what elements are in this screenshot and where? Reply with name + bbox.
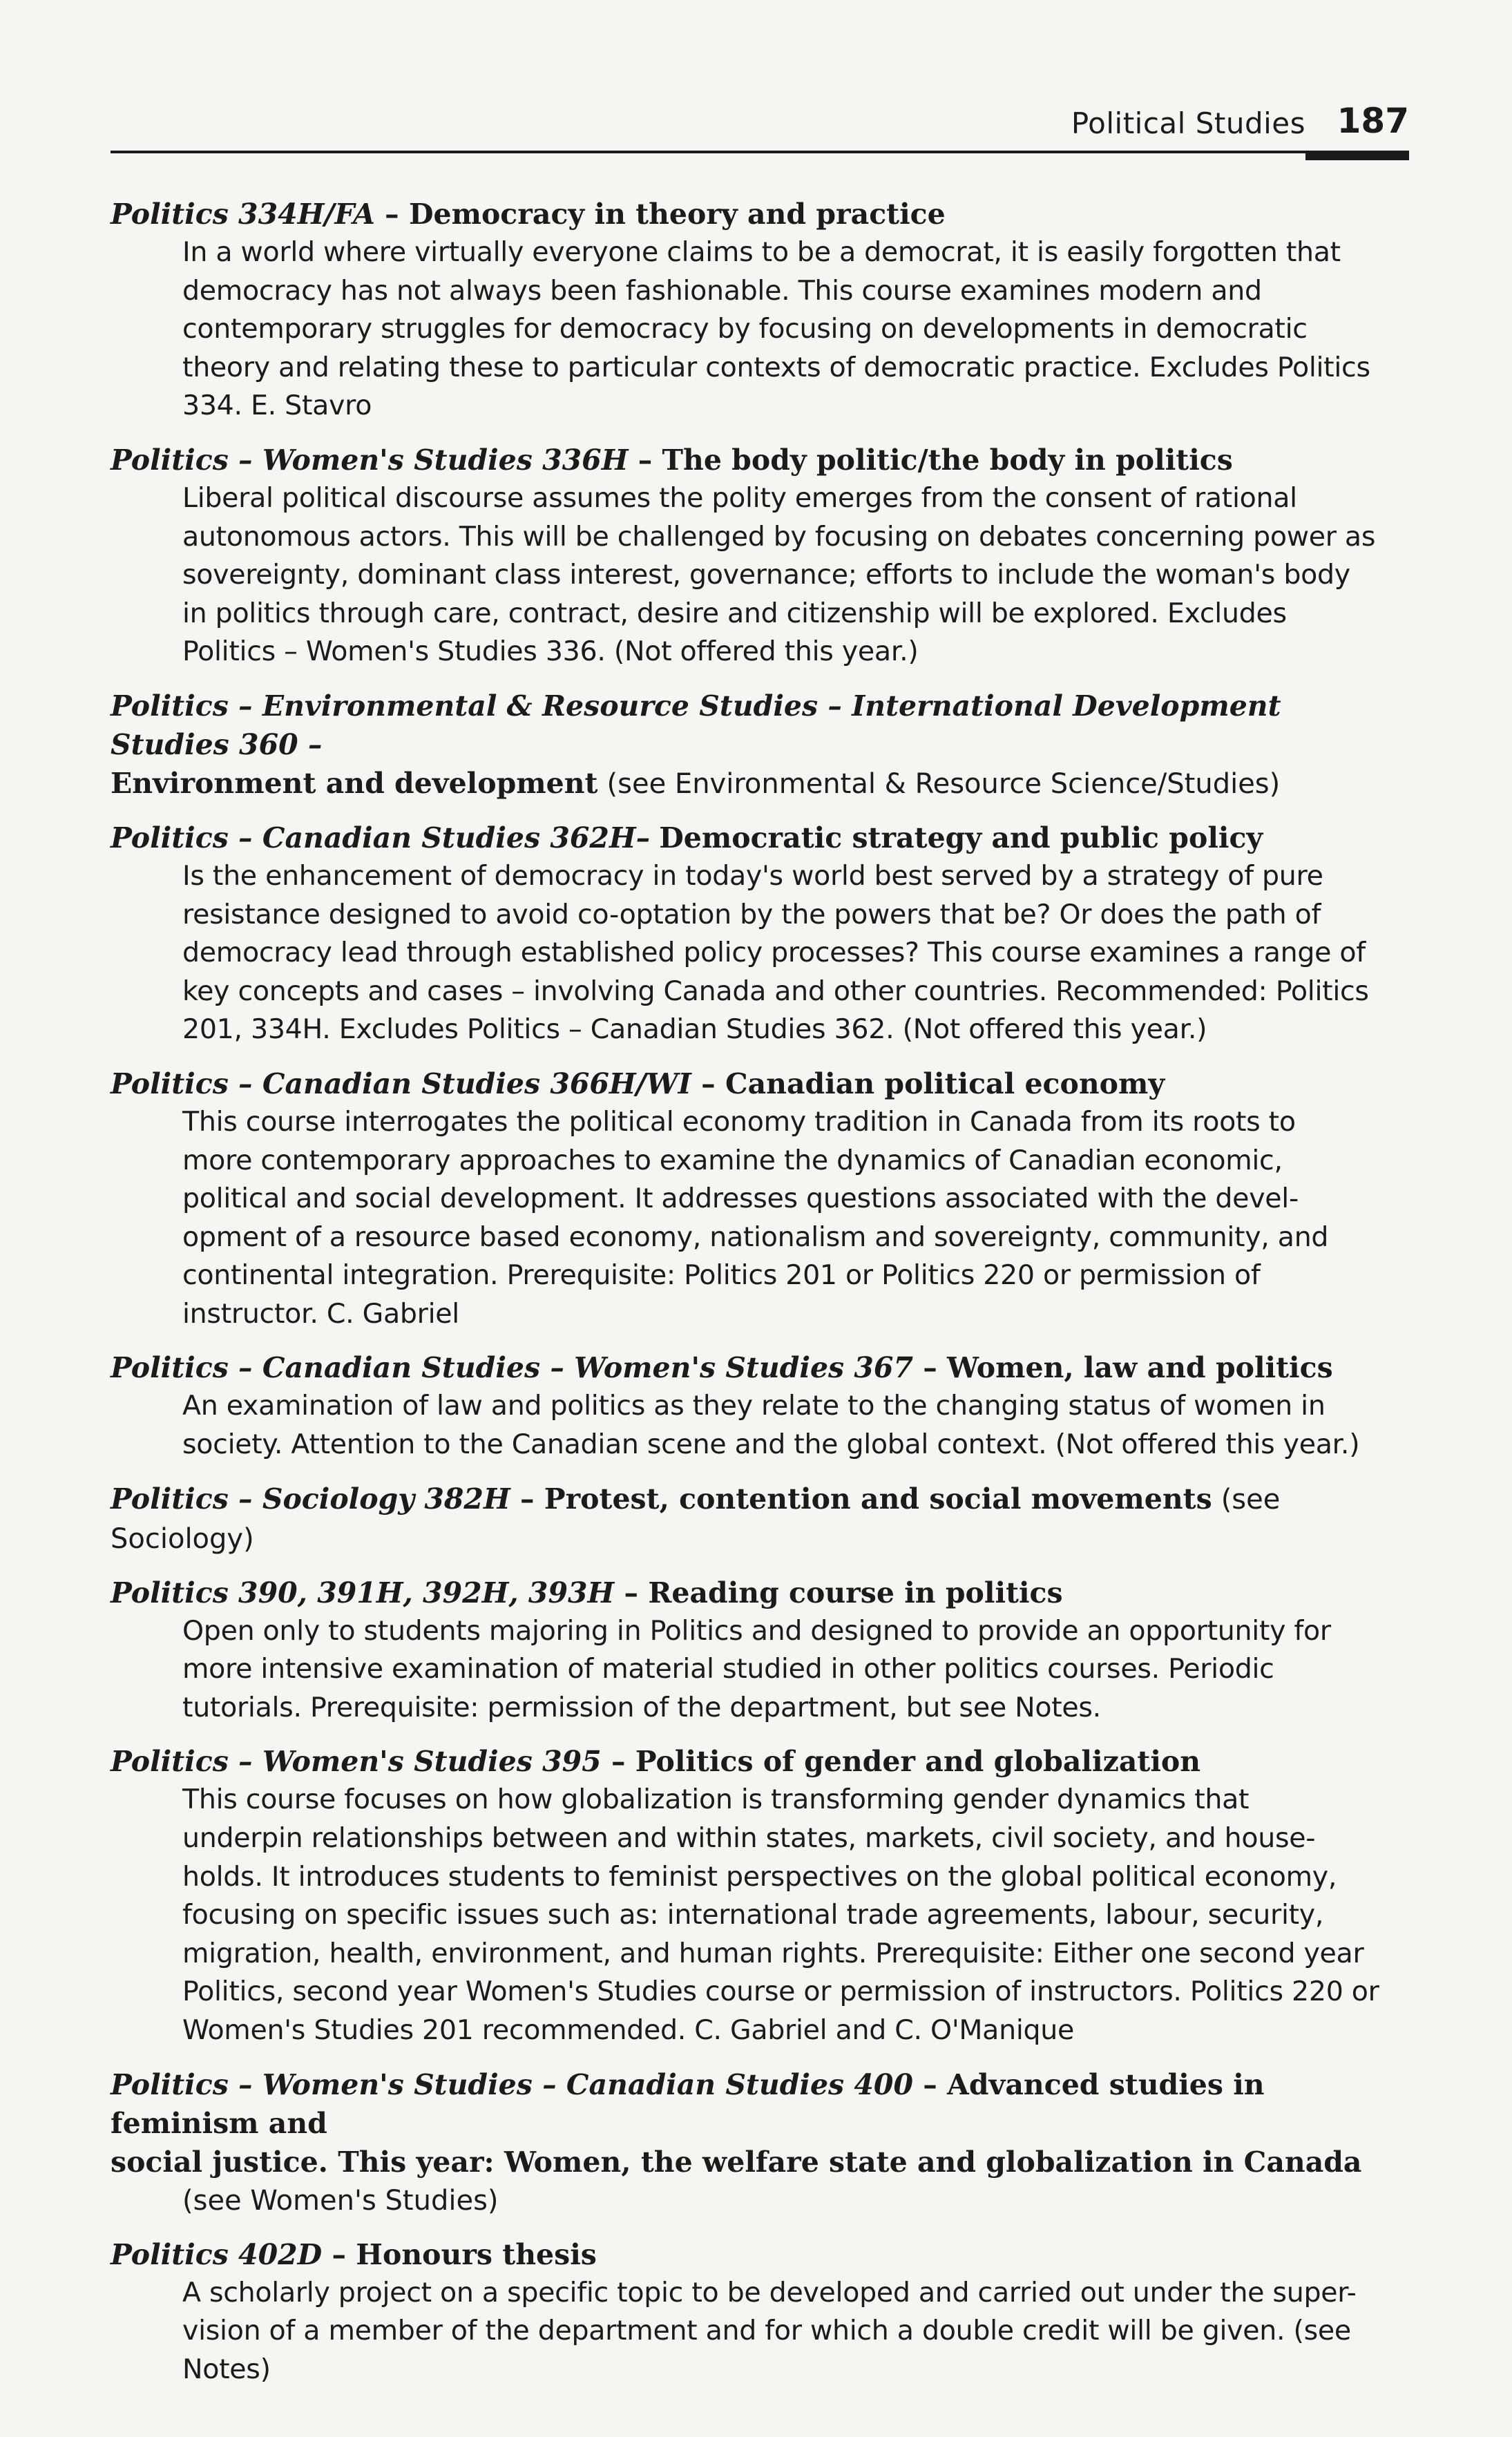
- header-rule-accent: [1305, 151, 1409, 160]
- description-line: contemporary struggles for democracy by focusing on developments in democratic: [182, 313, 1308, 345]
- course-list: [111, 195, 1409, 2404]
- course-code: Politics – Canadian Studies 362H–: [111, 821, 651, 854]
- description-line: A scholarly project on a specific topic to be developed and carried out under the super-: [182, 2276, 1357, 2309]
- description-line: Notes): [182, 2353, 271, 2385]
- course-code: Politics – Sociology 382H: [111, 1482, 510, 1516]
- course-code: Politics – Canadian Studies 366H/WI: [111, 1067, 691, 1100]
- description-line: political and social development. It addresses questions associated with the devel-: [182, 1183, 1299, 1215]
- description-line: holds. It introduces students to feminist perspectives on the global political economy,: [182, 1860, 1337, 1893]
- course-description: [111, 1612, 1409, 1728]
- description-line: Politics – Women's Studies 336. (Not offered this year.): [182, 635, 919, 668]
- course-description: [111, 2274, 1409, 2389]
- description-line: society. Attention to the Canadian scene and the global context. (Not offered this year.): [182, 1428, 1360, 1461]
- description-line: Politics, second year Women's Studies course or permission of instructors. Politics 220 or: [182, 1976, 1379, 2008]
- course-entry: [111, 195, 1409, 426]
- course-code: Politics 402D: [111, 2237, 323, 2271]
- description-line: 334. E. Stavro: [182, 390, 372, 422]
- course-heading: Politics – Women's Studies 395 – Politics of gender and globalization: [111, 1745, 1201, 1779]
- course-title: Reading course in politics: [648, 1576, 1063, 1609]
- description-line: focusing on specific issues such as: international trade agreements, labour, security,: [182, 1899, 1324, 1931]
- course-heading: Politics – Sociology 382H – Protest, contention and social movements (see Sociology): [111, 1482, 1281, 1555]
- course-title: The body politic/the body in politics: [662, 443, 1233, 477]
- description-line: In a world where virtually everyone claims to be a democrat, it is easily forgotten that: [182, 236, 1341, 268]
- description-line: vision of a member of the department and for which a double credit will be given. (see: [182, 2315, 1351, 2347]
- cross-reference: (see Sociology): [111, 1483, 1281, 1555]
- course-title: Democratic strategy and public policy: [659, 821, 1263, 854]
- course-code: Politics – Environmental & Resource Studies – International Development Studies 360 –: [111, 689, 1281, 761]
- course-entry: [111, 1574, 1409, 1728]
- course-heading: Politics 334H/FA – Democracy in theory and practice: [111, 198, 946, 231]
- course-entry: [111, 1064, 1409, 1334]
- course-heading: [111, 819, 1409, 857]
- course-description: [111, 233, 1409, 426]
- course-heading: Politics 402D – Honours thesis: [111, 2237, 597, 2271]
- description-line: democracy has not always been fashionable. This course examines modern and: [182, 274, 1262, 307]
- description-line: underpin relationships between and within states, markets, civil society, and house-: [182, 1822, 1316, 1855]
- description-line: more contemporary approaches to examine the dynamics of Canadian economic,: [182, 1144, 1283, 1176]
- description-line: autonomous actors. This will be challenged by focusing on debates concerning power as: [182, 520, 1376, 553]
- description-line: continental integration. Prerequisite: Politics 201 or Politics 220 or permission of: [182, 1259, 1261, 1292]
- course-title: Democracy in theory and practice: [408, 198, 946, 231]
- course-entry: [111, 1348, 1409, 1464]
- description-line: An examination of law and politics as they relate to the changing status of women in: [182, 1390, 1326, 1422]
- page-header: [111, 101, 1409, 149]
- description-line: more intensive examination of material studied in other politics courses. Periodic: [182, 1653, 1274, 1685]
- course-title: Protest, contention and social movements: [544, 1482, 1212, 1516]
- course-code: Politics – Women's Studies 395: [111, 1745, 602, 1779]
- course-code: Politics – Canadian Studies – Women's Studies 367: [111, 1351, 913, 1385]
- description-line: sovereignty, dominant class interest, governance; efforts to include the woman's body: [182, 559, 1350, 591]
- description-line: This course interrogates the political economy tradition in Canada from its roots to: [182, 1105, 1296, 1138]
- course-entry: [111, 819, 1409, 1049]
- description-line: migration, health, environment, and human rights. Prerequisite: Either one second year: [182, 1937, 1364, 1969]
- course-title: Environment and development: [111, 766, 598, 800]
- cross-reference: (see Environmental & Resource Science/Studies): [606, 767, 1281, 800]
- course-title: Women, law and politics: [947, 1351, 1333, 1385]
- course-code: Politics 334H/FA: [111, 198, 375, 231]
- description-line: Is the enhancement of democracy in today's world best served by a strategy of pure: [182, 859, 1323, 892]
- course-entry: [111, 1742, 1409, 2049]
- course-description: [111, 1387, 1409, 1464]
- course-code: Politics – Women's Studies – Canadian Studies 400: [111, 2067, 913, 2101]
- description-line: key concepts and cases – involving Canada and other countries. Recommended: Politics: [182, 975, 1369, 1007]
- description-line: This course focuses on how globalization is transforming gender dynamics that: [182, 1784, 1250, 1816]
- course-title-continued: social justice. This year: Women, the welfare state and globalization in Canada: [111, 2145, 1362, 2179]
- course-title: Honours thesis: [356, 2237, 597, 2271]
- course-heading: Politics 390, 391H, 392H, 393H – Reading course in politics: [111, 1576, 1063, 1609]
- running-head: Political Studies: [1071, 106, 1305, 140]
- description-line: instructor. C. Gabriel: [182, 1297, 459, 1330]
- header-rule: [111, 151, 1409, 153]
- page-number: 187: [1337, 101, 1409, 141]
- course-description: [111, 1781, 1409, 2049]
- description-line: 201, 334H. Excludes Politics – Canadian Studies 362. (Not offered this year.): [182, 1013, 1207, 1046]
- course-title: Advanced studies in feminism and: [111, 2067, 1265, 2140]
- description-line: Women's Studies 201 recommended. C. Gabriel and C. O'Manique: [182, 2014, 1074, 2046]
- course-entry: [111, 2065, 1409, 2220]
- course-entry: [111, 441, 1409, 671]
- cross-reference: (see Women's Studies): [182, 2184, 499, 2217]
- description-line: tutorials. Prerequisite: permission of the department, but see Notes.: [182, 1691, 1101, 1723]
- course-description: [111, 857, 1409, 1049]
- description-line: opment of a resource based economy, nationalism and sovereignty, community, and: [182, 1221, 1329, 1253]
- course-heading: Politics – Women's Studies 336H – The body politic/the body in politics: [111, 443, 1233, 477]
- description-line: resistance designed to avoid co-optation by the powers that be? Or does the path of: [182, 898, 1321, 930]
- description-line: in politics through care, contract, desire and citizenship will be explored. Excludes: [182, 597, 1287, 629]
- course-description: [111, 1103, 1409, 1334]
- course-heading: Politics – Canadian Studies – Women's Studies 367 – Women, law and politics: [111, 1351, 1333, 1385]
- description-line: Liberal political discourse assumes the polity emerges from the consent of rational: [182, 481, 1297, 514]
- course-title: Canadian political economy: [725, 1067, 1165, 1100]
- course-title: Politics of gender and globalization: [635, 1745, 1201, 1779]
- course-heading: [111, 687, 1409, 803]
- course-heading: Politics – Women's Studies – Canadian Studies 400 – Advanced studies in feminism and social justice. This year: Women, the welfare state and globalization in Canada (see Women's Studies): [111, 2065, 1409, 2220]
- course-entry: [111, 1480, 1409, 1558]
- course-code: Politics – Women's Studies 336H: [111, 443, 629, 477]
- description-line: Open only to students majoring in Politics and designed to provide an opportunity for: [182, 1614, 1331, 1647]
- course-heading: Politics – Canadian Studies 366H/WI – Canadian political economy: [111, 1067, 1165, 1100]
- course-description: [111, 479, 1409, 671]
- course-entry: [111, 2235, 1409, 2389]
- description-line: theory and relating these to particular contexts of democratic practice. Excludes Politics: [182, 351, 1370, 383]
- description-line: democracy lead through established policy processes? This course examines a range of: [182, 937, 1366, 969]
- course-code: Politics 390, 391H, 392H, 393H: [111, 1576, 615, 1609]
- course-entry: [111, 687, 1409, 803]
